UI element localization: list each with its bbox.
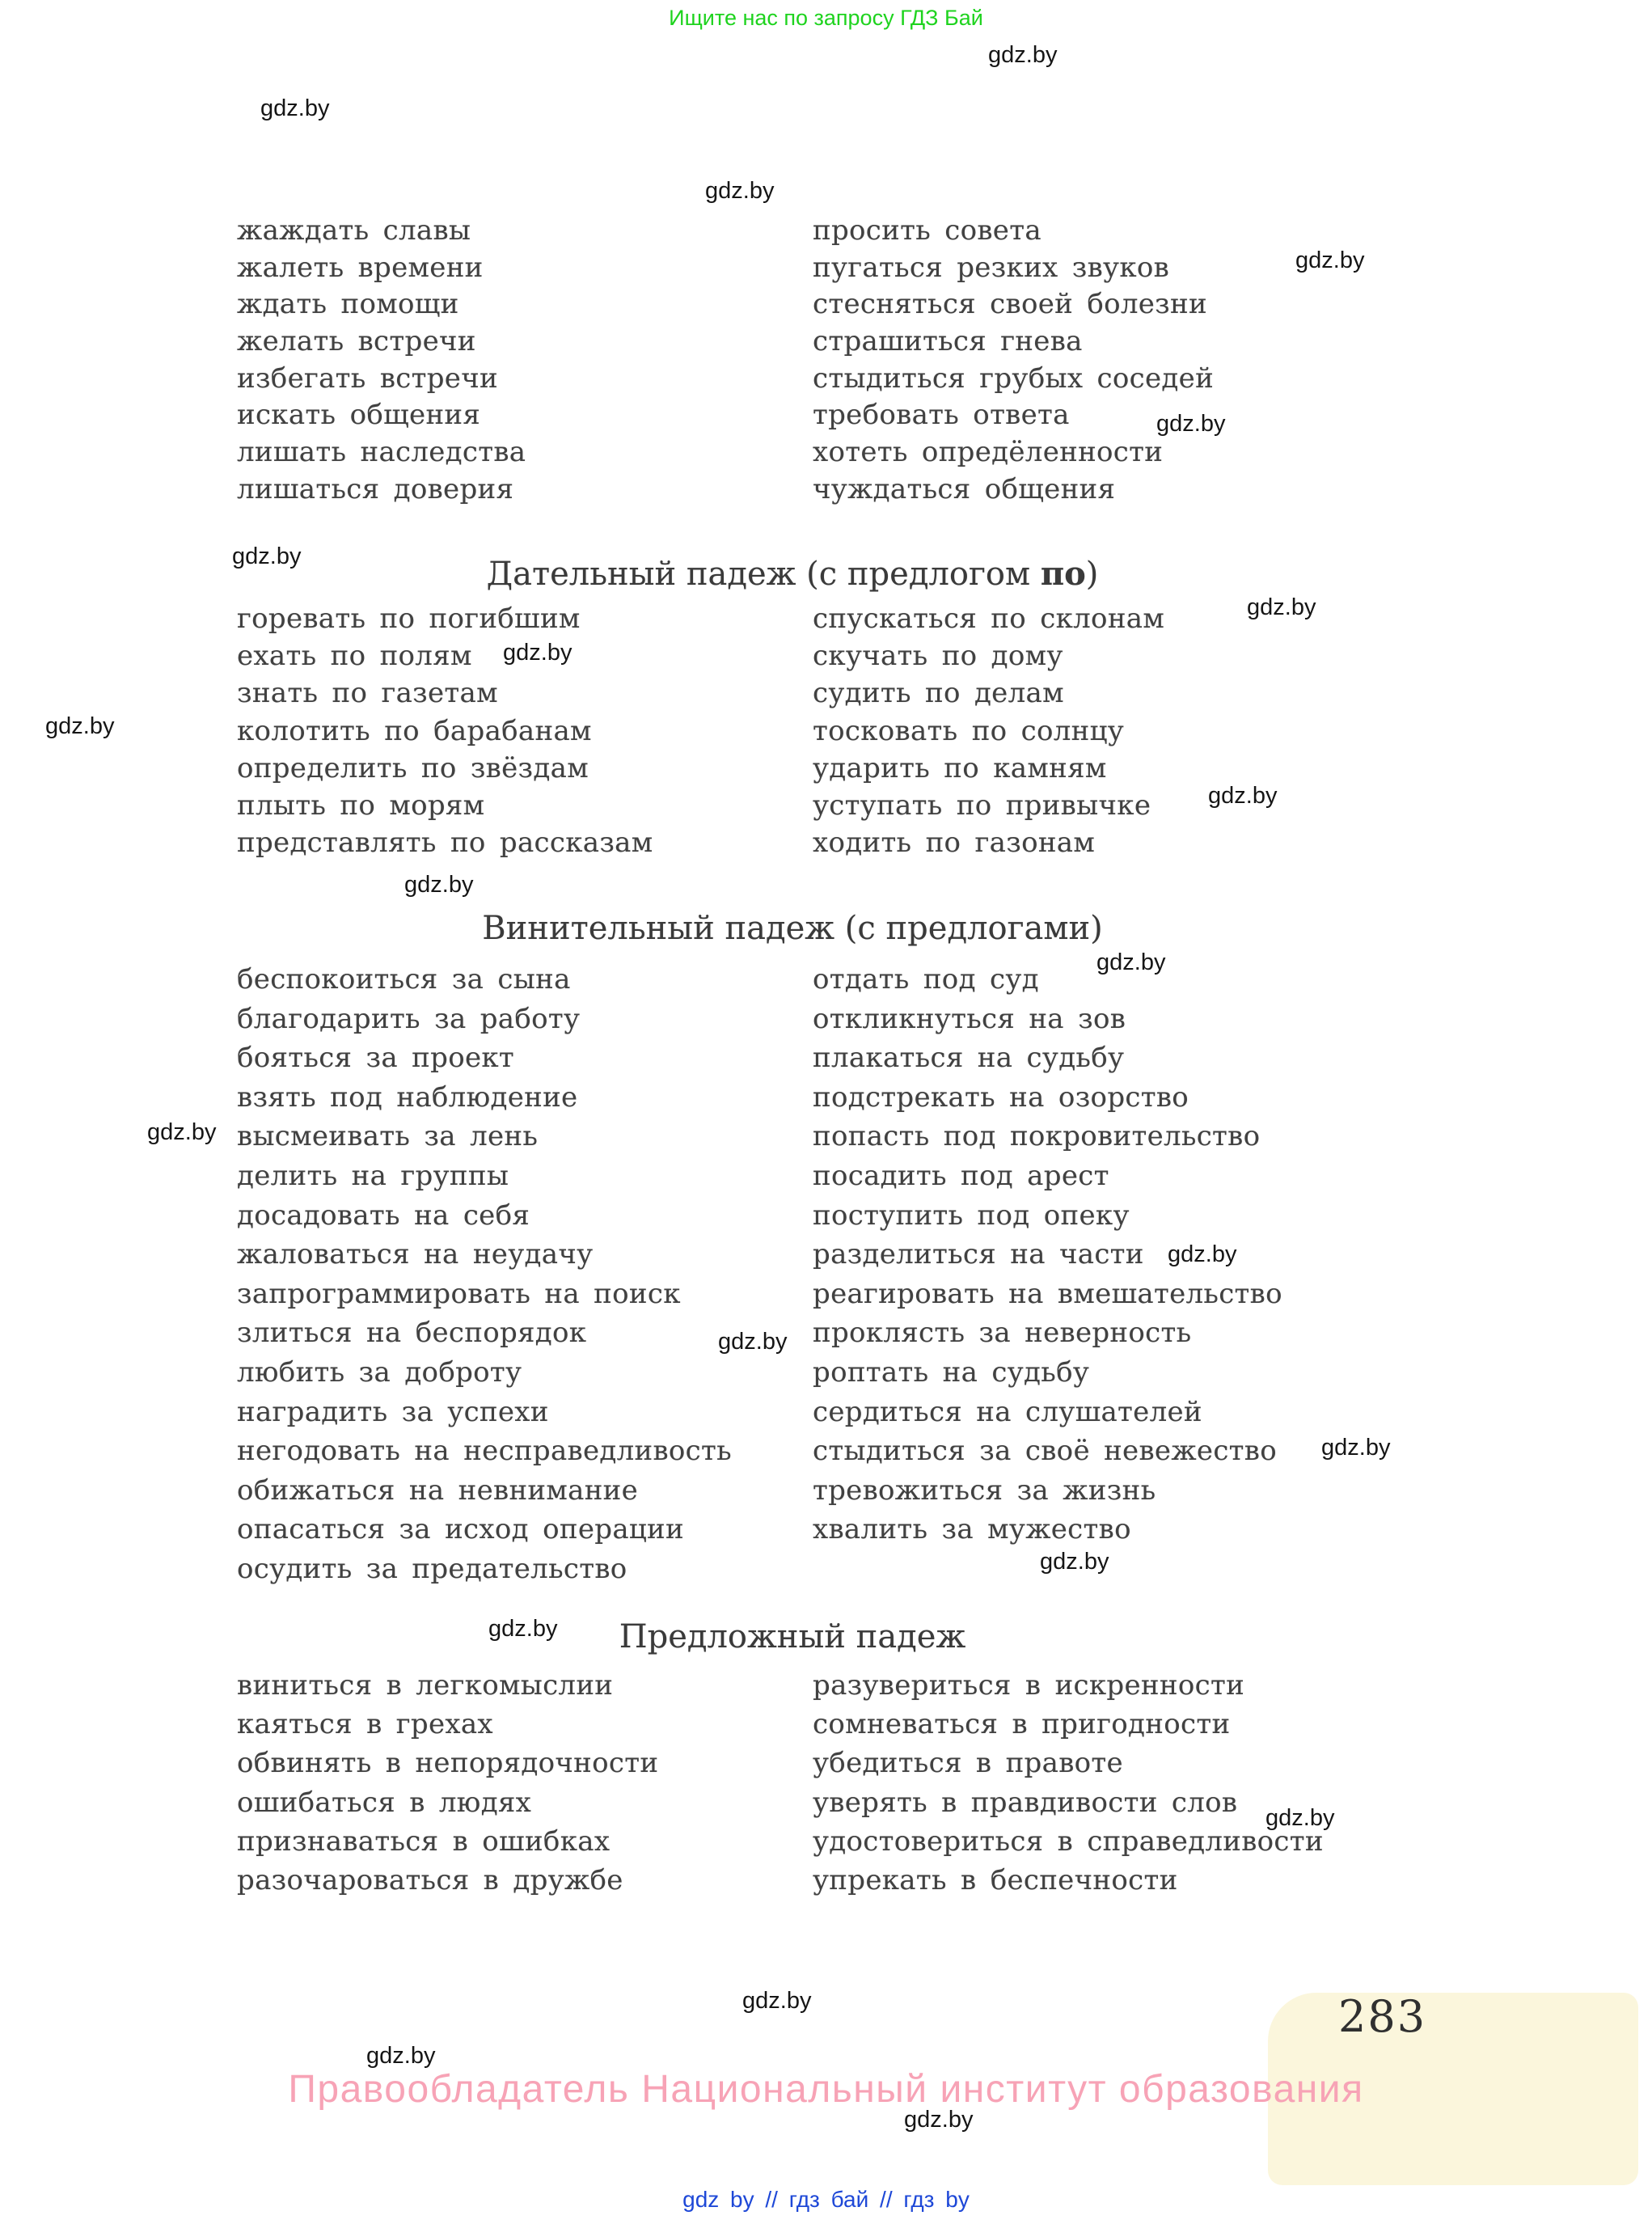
section-heading xyxy=(237,1617,1348,1656)
list-item: высмеивать за лень xyxy=(237,1120,539,1153)
list-item: судить по делам xyxy=(813,677,1064,710)
list-item: желать встречи xyxy=(237,325,476,358)
list-item: роптать на судьбу xyxy=(813,1355,1090,1389)
list-item: представлять по рассказам xyxy=(237,827,653,860)
list-item: осудить за предательство xyxy=(237,1552,627,1585)
gdz-watermark: gdz.by xyxy=(366,2043,436,2069)
list-item: обижаться на невнимание xyxy=(237,1474,639,1507)
list-item: опасаться за исход операции xyxy=(237,1513,684,1546)
gdz-watermark: gdz.by xyxy=(988,42,1058,68)
list-item: поступить под опеку xyxy=(813,1199,1130,1232)
gdz-watermark: gdz.by xyxy=(1208,783,1278,809)
phrase-column-right xyxy=(813,213,1214,509)
phrase-column-right xyxy=(813,600,1164,861)
phrase-column-left xyxy=(237,960,732,1589)
list-item: разочароваться в дружбе xyxy=(237,1863,623,1896)
list-item: горевать по погибшим xyxy=(237,603,581,635)
list-item: стесняться своей болезни xyxy=(813,288,1207,321)
list-item: виниться в легкомыслии xyxy=(237,1669,614,1702)
list-item: жаждать славы xyxy=(237,214,471,247)
gdz-watermark: gdz.by xyxy=(232,543,302,569)
list-item: знать по газетам xyxy=(237,677,498,710)
list-item: уверять в правдивости слов xyxy=(813,1786,1238,1819)
list-item: требовать ответа xyxy=(813,399,1070,432)
section-heading xyxy=(237,555,1348,594)
phrase-column-left xyxy=(237,213,526,509)
section-heading xyxy=(237,909,1348,948)
gdz-watermark: gdz.by xyxy=(705,178,775,204)
heading-part: Предложный падеж xyxy=(619,1618,966,1655)
list-item: реагировать на вмешательство xyxy=(813,1277,1282,1310)
gdz-watermark: gdz.by xyxy=(1040,1549,1109,1575)
list-item: убедиться в правоте xyxy=(813,1747,1123,1780)
footer-links-text: gdz by // гдз бай // гдз by xyxy=(682,2187,970,2212)
list-item: ехать по полям xyxy=(237,640,472,673)
list-item: признаваться в ошибках xyxy=(237,1824,611,1858)
list-item: взять под наблюдение xyxy=(237,1080,578,1114)
list-item: сердиться на слушателей xyxy=(813,1395,1202,1428)
list-item: ждать помощи xyxy=(237,288,459,321)
phrase-column-right xyxy=(813,1666,1324,1900)
gdz-watermark: gdz.by xyxy=(404,872,474,898)
heading-bold-part: по xyxy=(1040,555,1086,593)
list-item: хвалить за мужество xyxy=(813,1513,1131,1546)
list-item: тревожиться за жизнь xyxy=(813,1474,1156,1507)
list-item: злиться на беспорядок xyxy=(237,1317,587,1350)
list-item: плакаться на судьбу xyxy=(813,1042,1125,1075)
list-item: лишаться доверия xyxy=(237,472,514,505)
list-item: стыдиться за своё невежество xyxy=(813,1435,1277,1468)
list-item: тосковать по солнцу xyxy=(813,714,1125,747)
list-item: колотить по барабанам xyxy=(237,714,592,747)
list-item: хотеть опредёленности xyxy=(813,436,1164,469)
gdz-watermark: gdz.by xyxy=(904,2107,974,2133)
list-item: ударить по камням xyxy=(813,751,1107,784)
gdz-watermark: gdz.by xyxy=(45,713,115,739)
list-item: ходить по газонам xyxy=(813,827,1096,860)
list-item: искать общения xyxy=(237,399,481,432)
list-item: разувериться в искренности xyxy=(813,1669,1245,1702)
list-item: проклясть за неверность xyxy=(813,1317,1192,1350)
list-item: сомневаться в пригодности xyxy=(813,1708,1231,1741)
list-item: запрограммировать на поиск xyxy=(237,1277,681,1310)
page-number: 283 xyxy=(1338,1991,1427,2042)
gdz-watermark: gdz.by xyxy=(1247,594,1316,620)
list-item: скучать по дому xyxy=(813,640,1063,673)
list-item: любить за доброту xyxy=(237,1355,522,1389)
list-item: негодовать на несправедливость xyxy=(237,1435,732,1468)
list-item: упрекать в беспечности xyxy=(813,1863,1178,1896)
phrase-column-right xyxy=(813,960,1282,1550)
list-item: благодарить за работу xyxy=(237,1002,581,1035)
list-item: стыдиться грубых соседей xyxy=(813,362,1215,395)
gdz-watermark: gdz.by xyxy=(503,640,572,666)
list-item: плыть по морям xyxy=(237,789,485,822)
gdz-watermark: gdz.by xyxy=(147,1119,217,1145)
list-item: обвинять в непорядочности xyxy=(237,1747,659,1780)
heading-part: Дательный падеж (с предлогом xyxy=(486,556,1041,593)
gdz-watermark: gdz.by xyxy=(1295,247,1365,273)
list-item: отдать под суд xyxy=(813,963,1039,996)
phrase-column-left xyxy=(237,1666,658,1900)
list-item: бояться за проект xyxy=(237,1042,515,1075)
gdz-watermark: gdz.by xyxy=(260,95,330,121)
list-item: определить по звёздам xyxy=(237,751,589,784)
list-item: ошибаться в людях xyxy=(237,1786,532,1819)
gdz-watermark: gdz.by xyxy=(488,1616,558,1642)
gdz-watermark: gdz.by xyxy=(1265,1805,1335,1831)
phrase-column-left xyxy=(237,600,653,861)
list-item: подстрекать на озорство xyxy=(813,1080,1189,1114)
gdz-watermark: gdz.by xyxy=(1321,1435,1391,1461)
list-item: жаловаться на неудачу xyxy=(237,1238,594,1271)
copyright-text: Правообладатель Национальный институт образования xyxy=(288,2068,1364,2111)
list-item: страшиться гнева xyxy=(813,325,1083,358)
list-item: откликнуться на зов xyxy=(813,1002,1126,1035)
gdz-watermark: gdz.by xyxy=(742,1988,812,2014)
list-item: избегать встречи xyxy=(237,362,498,395)
gdz-watermark: gdz.by xyxy=(718,1329,788,1355)
gdz-watermark: gdz.by xyxy=(1156,411,1226,437)
list-item: наградить за успехи xyxy=(237,1395,549,1428)
list-item: просить совета xyxy=(813,214,1041,247)
list-item: досадовать на себя xyxy=(237,1199,530,1232)
heading-part: ) xyxy=(1085,556,1099,593)
list-item: уступать по привычке xyxy=(813,789,1151,822)
list-item: жалеть времени xyxy=(237,251,484,284)
list-item: беспокоиться за сына xyxy=(237,963,571,996)
list-item: лишать наследства xyxy=(237,436,526,469)
list-item: посадить под арест xyxy=(813,1159,1109,1192)
list-item: спускаться по склонам xyxy=(813,603,1165,635)
gdz-watermark: gdz.by xyxy=(1096,949,1166,975)
promo-header-text: Ищите нас по запросу ГДЗ Бай xyxy=(669,6,983,30)
gdz-watermark: gdz.by xyxy=(1168,1241,1237,1267)
list-item: каяться в грехах xyxy=(237,1708,493,1741)
list-item: попасть под покровительство xyxy=(813,1120,1261,1153)
list-item: чуждаться общения xyxy=(813,472,1116,505)
list-item: делить на группы xyxy=(237,1159,509,1192)
list-item: пугаться резких звуков xyxy=(813,251,1170,284)
heading-part: Винительный падеж (с предлогами) xyxy=(482,910,1103,947)
list-item: разделиться на части xyxy=(813,1238,1144,1271)
list-item: удостовериться в справедливости xyxy=(813,1824,1324,1858)
